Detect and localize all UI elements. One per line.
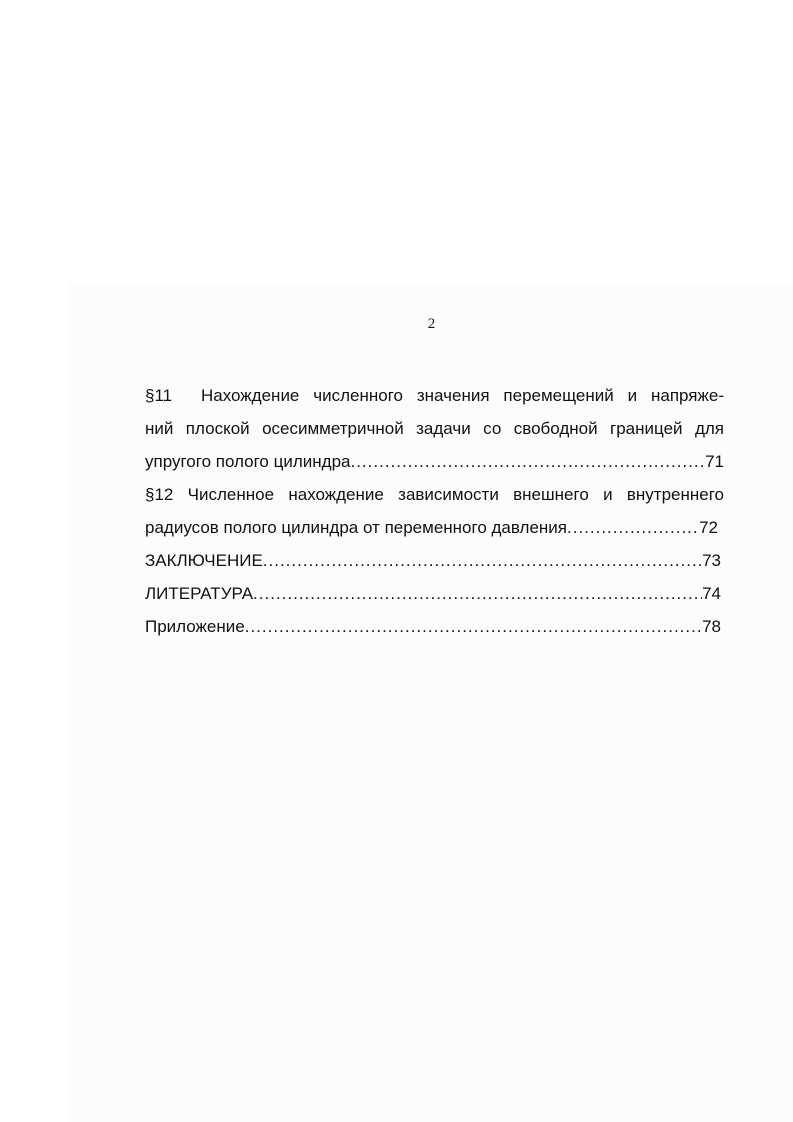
toc-entry-11-title-part-2: ний плоской осесимметричной задачи со свободной границей для xyxy=(145,419,724,438)
page-number: 2 xyxy=(427,316,436,332)
toc-literature-page: 74 xyxy=(702,584,721,603)
section-number: §11 xyxy=(145,386,173,405)
dot-leader xyxy=(245,610,702,643)
toc-entry-literature xyxy=(145,577,721,610)
toc-entry-11-title-part-1: Нахождение численного значения перемещений и напряже- xyxy=(201,386,724,405)
toc-entry-12-line-1 xyxy=(145,478,724,511)
toc-appendix-label: Приложение xyxy=(145,617,245,636)
table-of-contents xyxy=(145,379,724,643)
toc-entry-11-line-1 xyxy=(145,379,724,412)
toc-entry-11-line-3 xyxy=(145,445,724,478)
dot-leader xyxy=(253,577,702,610)
dot-leader xyxy=(263,544,702,577)
toc-entry-12-page: 72 xyxy=(699,518,718,537)
dot-leader xyxy=(567,511,699,544)
toc-literature-label: ЛИТЕРАТУРА xyxy=(145,584,254,603)
toc-entry-12-title-part-1: §12 Численное нахождение зависимости внешнего и внутреннего xyxy=(145,485,724,504)
toc-entry-11-title-part-3: упругого полого цилиндра xyxy=(145,452,351,471)
toc-entry-12-line-2 xyxy=(145,511,718,544)
toc-entry-11-page: 71 xyxy=(705,452,724,471)
toc-conclusion-label: ЗАКЛЮЧЕНИЕ xyxy=(145,551,263,570)
toc-entry-appendix xyxy=(145,610,721,643)
toc-appendix-page: 78 xyxy=(702,617,721,636)
dot-leader xyxy=(350,445,705,478)
toc-entry-conclusion xyxy=(145,544,721,577)
toc-entry-11-line-2 xyxy=(145,412,724,445)
toc-entry-12-title-part-2: радиусов полого цилиндра от переменного давления xyxy=(145,518,567,537)
toc-conclusion-page: 73 xyxy=(702,551,721,570)
